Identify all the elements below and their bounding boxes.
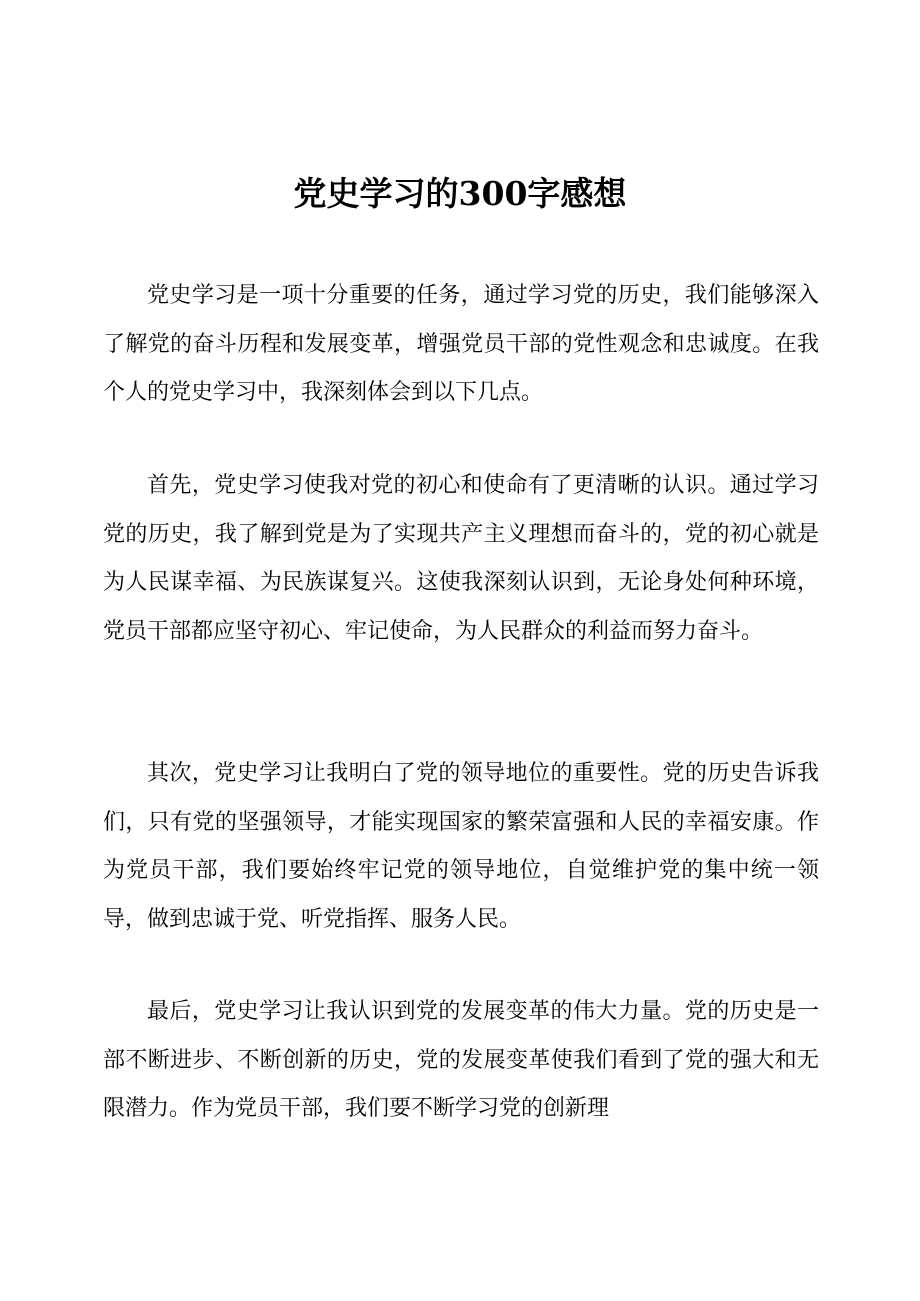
paragraph-final-point: 最后，党史学习让我认识到党的发展变革的伟大力量。党的历史是一部不断进步、不断创新的历史，党的发展变革使我们看到了党的强大和无限潜力。作为党员干部，我们要不断学习党的创新理: [103, 999, 819, 1121]
document-title: 党史学习的300字感想: [293, 174, 627, 213]
paragraph-first-point: 首先，党史学习使我对党的初心和使命有了更清晰的认识。通过学习党的历史，我了解到党是为了实现共产主义理想而奋斗的，党的初心就是为人民谋幸福、为民族谋复兴。这使我深刻认识到，无论身处何种环境，党员干部都应坚守初心、牢记使命，为人民群众的利益而努力奋斗。: [103, 473, 819, 644]
paragraph-intro: 党史学习是一项十分重要的任务，通过学习党的历史，我们能够深入了解党的奋斗历程和发展变革，增强党员干部的党性观念和忠诚度。在我个人的党史学习中，我深刻体会到以下几点。: [103, 283, 819, 405]
paragraph-second-point: 其次，党史学习让我明白了党的领导地位的重要性。党的历史告诉我们，只有党的坚强领导，才能实现国家的繁荣富强和人民的幸福安康。作为党员干部，我们要始终牢记党的领导地位，自觉维护党的集中统一领导，做到忠诚于党、听党指挥、服务人民。: [103, 761, 819, 932]
